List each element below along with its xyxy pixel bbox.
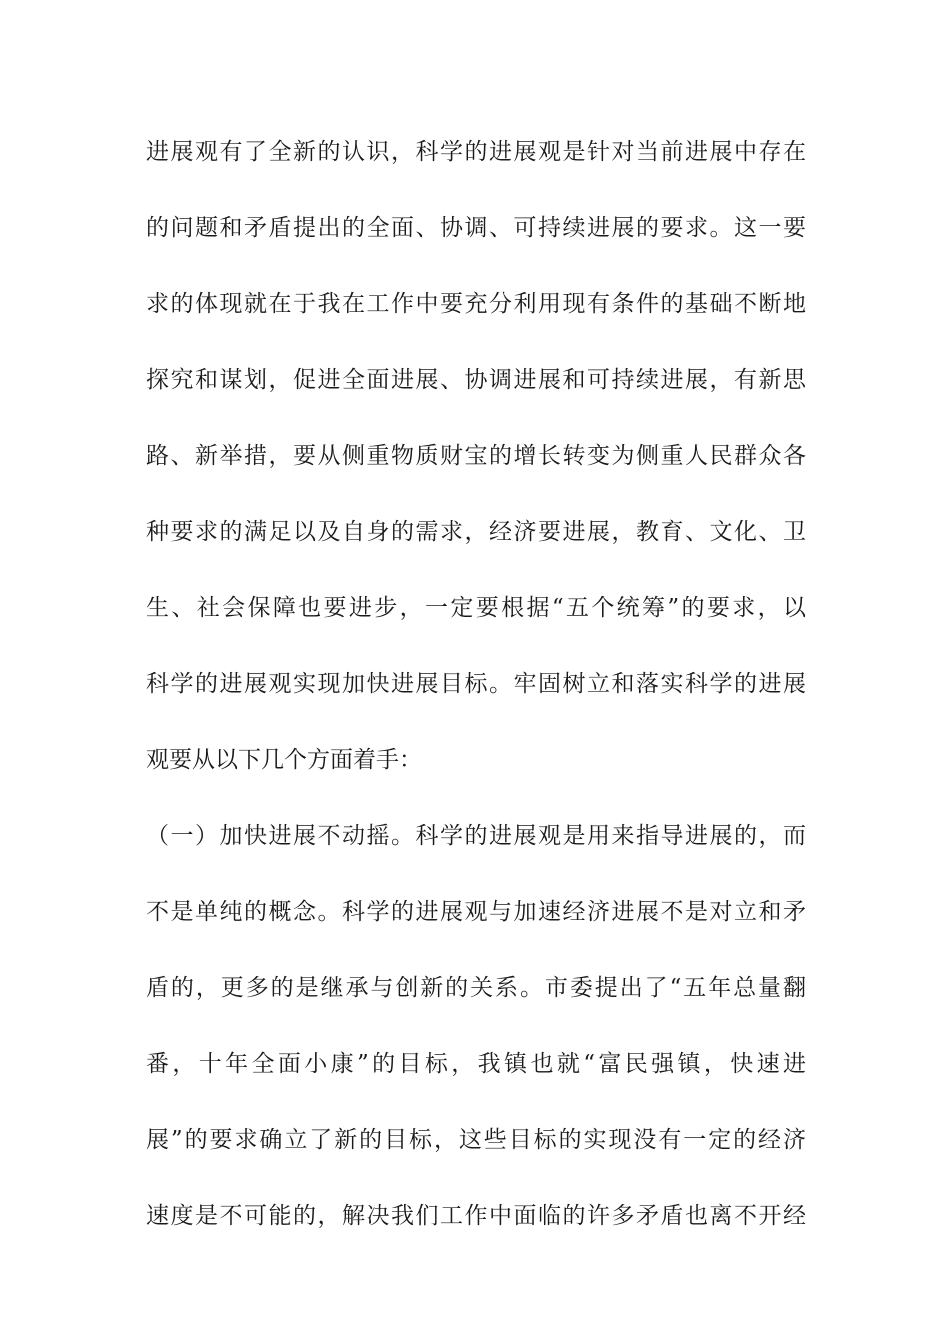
text-line-11: 不是单纯的概念。科学的进展观与加速经济进展不是对立和矛: [146, 899, 806, 925]
body-text: [146, 127, 806, 1267]
text-line-13: 番，十年全面小康”的目标，我镇也就“富民强镇，快速进: [146, 1051, 806, 1077]
text-line-4: 探究和谋划，促进全面进展、协调进展和可持续进展，有新思: [146, 367, 806, 393]
text-line-1: 进展观有了全新的认识，科学的进展观是针对当前进展中存在: [146, 139, 806, 165]
text-line-6: 种要求的满足以及自身的需求，经济要进展，教育、文化、卫: [146, 519, 806, 545]
text-line-2: 的问题和矛盾提出的全面、协调、可持续进展的要求。这一要: [146, 215, 806, 241]
text-line-8: 科学的进展观实现加快进展目标。牢固树立和落实科学的进展: [146, 671, 806, 697]
text-line-14: 展”的要求确立了新的目标，这些目标的实现没有一定的经济: [146, 1127, 806, 1153]
text-line-5: 路、新举措，要从侧重物质财宝的增长转变为侧重人民群众各: [146, 443, 806, 469]
text-line-12: 盾的，更多的是继承与创新的关系。市委提出了“五年总量翻: [146, 975, 806, 1001]
text-line-3: 求的体现就在于我在工作中要充分利用现有条件的基础不断地: [146, 291, 806, 317]
text-line-9: 观要从以下几个方面着手：: [146, 747, 422, 773]
text-line-7: 生、社会保障也要进步，一定要根据“五个统筹”的要求，以: [146, 595, 806, 621]
text-line-10: （一）加快进展不动摇。科学的进展观是用来指导进展的，而: [146, 823, 806, 849]
text-line-15: 速度是不可能的，解决我们工作中面临的许多矛盾也离不开经: [146, 1203, 806, 1229]
